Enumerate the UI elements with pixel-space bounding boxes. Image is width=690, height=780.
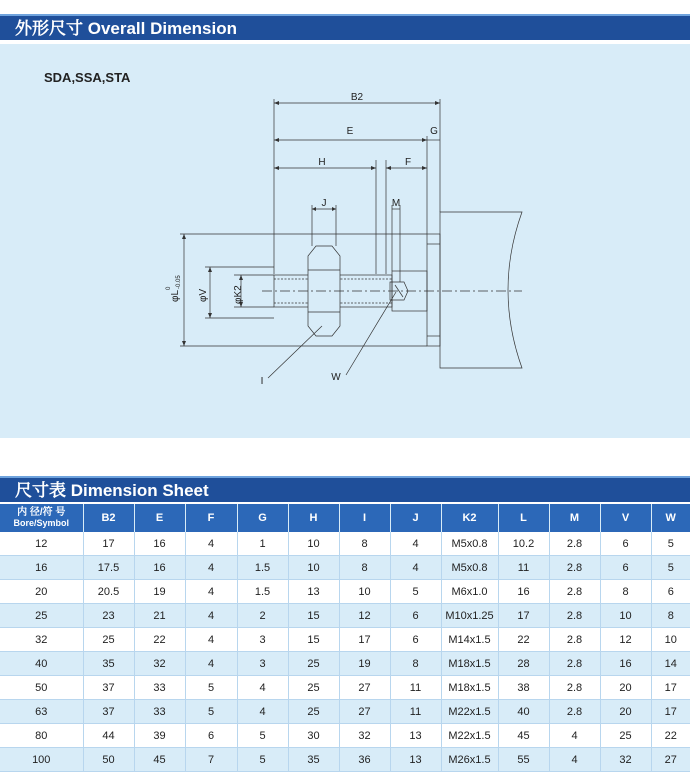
cell-k2: M10x1.25 — [441, 604, 498, 628]
cell-m: 4 — [549, 748, 600, 772]
label-phi-l-tol-lower: -0.05 — [176, 275, 182, 289]
cell-h: 30 — [288, 724, 339, 748]
cell-f: 4 — [185, 628, 237, 652]
cell-e: 45 — [134, 748, 185, 772]
cell-b2: 35 — [83, 652, 134, 676]
cell-b2: 17 — [83, 532, 134, 556]
cell-m: 2.8 — [549, 676, 600, 700]
cell-w: 17 — [651, 700, 690, 724]
label-phi-l-tol-upper: 0 — [166, 286, 172, 290]
header-i: I — [339, 504, 390, 532]
cell-h: 25 — [288, 652, 339, 676]
cell-j: 11 — [390, 700, 441, 724]
cell-l: 11 — [498, 556, 549, 580]
cell-v: 6 — [600, 556, 651, 580]
cell-j: 11 — [390, 676, 441, 700]
cell-g: 1.5 — [237, 580, 288, 604]
cell-v: 16 — [600, 652, 651, 676]
cell-w: 22 — [651, 724, 690, 748]
cell-bore: 32 — [0, 628, 83, 652]
cell-m: 2.8 — [549, 580, 600, 604]
cell-g: 4 — [237, 700, 288, 724]
table-row — [0, 724, 690, 748]
table-row — [0, 748, 690, 772]
cell-bore: 16 — [0, 556, 83, 580]
cell-h: 10 — [288, 556, 339, 580]
cell-h: 10 — [288, 532, 339, 556]
cell-g: 3 — [237, 652, 288, 676]
cell-m: 2.8 — [549, 556, 600, 580]
cell-k2: M18x1.5 — [441, 676, 498, 700]
cell-v: 20 — [600, 700, 651, 724]
cell-b2: 25 — [83, 628, 134, 652]
cell-e: 19 — [134, 580, 185, 604]
cell-b2: 20.5 — [83, 580, 134, 604]
cell-w: 17 — [651, 676, 690, 700]
cell-g: 1 — [237, 532, 288, 556]
cell-i: 19 — [339, 652, 390, 676]
cell-i: 27 — [339, 676, 390, 700]
cell-l: 40 — [498, 700, 549, 724]
header-v: V — [600, 504, 651, 532]
cell-h: 25 — [288, 676, 339, 700]
label-h: H — [318, 157, 326, 168]
cell-b2: 17.5 — [83, 556, 134, 580]
cell-bore: 63 — [0, 700, 83, 724]
cell-b2: 44 — [83, 724, 134, 748]
cell-f: 4 — [185, 604, 237, 628]
header-j: J — [390, 504, 441, 532]
header-f: F — [185, 504, 237, 532]
cell-e: 16 — [134, 556, 185, 580]
overall-dimension-header — [0, 14, 690, 40]
cell-e: 22 — [134, 628, 185, 652]
table-row — [0, 700, 690, 724]
cell-l: 28 — [498, 652, 549, 676]
cell-w: 6 — [651, 580, 690, 604]
cell-l: 38 — [498, 676, 549, 700]
cell-m: 2.8 — [549, 628, 600, 652]
cell-l: 10.2 — [498, 532, 549, 556]
cell-k2: M18x1.5 — [441, 652, 498, 676]
cell-k2: M22x1.5 — [441, 724, 498, 748]
cell-f: 7 — [185, 748, 237, 772]
cell-v: 32 — [600, 748, 651, 772]
header-h: H — [288, 504, 339, 532]
cell-bore: 25 — [0, 604, 83, 628]
cell-b2: 50 — [83, 748, 134, 772]
header-g: G — [237, 504, 288, 532]
cell-i: 32 — [339, 724, 390, 748]
cell-b2: 37 — [83, 676, 134, 700]
header-l: L — [498, 504, 549, 532]
cell-k2: M5x0.8 — [441, 556, 498, 580]
cell-w: 10 — [651, 628, 690, 652]
label-i: I — [260, 376, 264, 387]
label-j: J — [321, 198, 327, 209]
dimension-table — [0, 504, 690, 772]
cell-g: 5 — [237, 724, 288, 748]
cell-j: 4 — [390, 556, 441, 580]
cell-h: 15 — [288, 628, 339, 652]
cell-f: 6 — [185, 724, 237, 748]
cell-i: 8 — [339, 532, 390, 556]
cell-l: 22 — [498, 628, 549, 652]
cell-i: 17 — [339, 628, 390, 652]
cell-f: 4 — [185, 652, 237, 676]
cell-m: 4 — [549, 724, 600, 748]
header-m: M — [549, 504, 600, 532]
series-label: SDA,SSA,STA — [44, 70, 131, 85]
label-m: M — [391, 198, 401, 209]
cell-v: 10 — [600, 604, 651, 628]
cell-l: 45 — [498, 724, 549, 748]
cell-f: 4 — [185, 532, 237, 556]
label-f: F — [404, 157, 412, 168]
table-row — [0, 628, 690, 652]
cell-w: 27 — [651, 748, 690, 772]
cell-v: 8 — [600, 580, 651, 604]
cell-f: 5 — [185, 700, 237, 724]
table-row — [0, 532, 690, 556]
cell-m: 2.8 — [549, 604, 600, 628]
cell-j: 6 — [390, 628, 441, 652]
label-phi-l: φL — [170, 289, 181, 302]
dimension-sheet-header — [0, 476, 690, 502]
cell-g: 2 — [237, 604, 288, 628]
table-header-row — [0, 504, 690, 532]
cell-k2: M6x1.0 — [441, 580, 498, 604]
cell-i: 12 — [339, 604, 390, 628]
label-e: E — [346, 126, 354, 137]
cell-e: 32 — [134, 652, 185, 676]
cell-i: 8 — [339, 556, 390, 580]
header-w: W — [651, 504, 690, 532]
cell-f: 5 — [185, 676, 237, 700]
cell-h: 13 — [288, 580, 339, 604]
label-phi-k2: φK2 — [233, 285, 244, 304]
cell-v: 25 — [600, 724, 651, 748]
label-w: W — [331, 372, 341, 383]
cell-bore: 12 — [0, 532, 83, 556]
cell-w: 5 — [651, 556, 690, 580]
cell-f: 4 — [185, 580, 237, 604]
cell-h: 25 — [288, 700, 339, 724]
cell-f: 4 — [185, 556, 237, 580]
cell-m: 2.8 — [549, 700, 600, 724]
label-phi-v: φV — [198, 288, 209, 302]
cell-e: 16 — [134, 532, 185, 556]
table-row — [0, 652, 690, 676]
cell-w: 14 — [651, 652, 690, 676]
cell-h: 35 — [288, 748, 339, 772]
cell-bore: 50 — [0, 676, 83, 700]
cell-b2: 23 — [83, 604, 134, 628]
header-bore-symbol: 内 径/符 号 Bore/Symbol — [0, 504, 83, 532]
cell-k2: M22x1.5 — [441, 700, 498, 724]
cell-b2: 37 — [83, 700, 134, 724]
cell-l: 16 — [498, 580, 549, 604]
cell-k2: M5x0.8 — [441, 532, 498, 556]
label-b2: B2 — [350, 92, 364, 103]
cell-j: 8 — [390, 652, 441, 676]
header-b2: B2 — [83, 504, 134, 532]
table-row — [0, 556, 690, 580]
cell-bore: 40 — [0, 652, 83, 676]
cell-bore: 80 — [0, 724, 83, 748]
cell-l: 17 — [498, 604, 549, 628]
cell-k2: M26x1.5 — [441, 748, 498, 772]
cell-j: 13 — [390, 724, 441, 748]
cell-g: 1.5 — [237, 556, 288, 580]
cell-g: 5 — [237, 748, 288, 772]
label-g: G — [430, 126, 438, 137]
header-e: E — [134, 504, 185, 532]
cell-i: 10 — [339, 580, 390, 604]
cell-j: 13 — [390, 748, 441, 772]
cell-j: 5 — [390, 580, 441, 604]
cell-i: 36 — [339, 748, 390, 772]
dimension-sheet-title: 尺寸表 Dimension Sheet — [15, 481, 209, 500]
cell-v: 12 — [600, 628, 651, 652]
cell-h: 15 — [288, 604, 339, 628]
cell-v: 6 — [600, 532, 651, 556]
table-row — [0, 580, 690, 604]
cell-w: 5 — [651, 532, 690, 556]
cell-g: 4 — [237, 676, 288, 700]
cell-v: 20 — [600, 676, 651, 700]
cell-j: 4 — [390, 532, 441, 556]
header-k2: K2 — [441, 504, 498, 532]
cell-bore: 100 — [0, 748, 83, 772]
cell-e: 33 — [134, 676, 185, 700]
overall-dimension-title: 外形尺寸 Overall Dimension — [15, 19, 237, 38]
cell-w: 8 — [651, 604, 690, 628]
cell-e: 21 — [134, 604, 185, 628]
table-row — [0, 604, 690, 628]
cell-e: 39 — [134, 724, 185, 748]
table-row — [0, 676, 690, 700]
cell-k2: M14x1.5 — [441, 628, 498, 652]
cell-m: 2.8 — [549, 652, 600, 676]
cell-e: 33 — [134, 700, 185, 724]
cell-m: 2.8 — [549, 532, 600, 556]
cell-j: 6 — [390, 604, 441, 628]
cell-g: 3 — [237, 628, 288, 652]
cell-i: 27 — [339, 700, 390, 724]
cell-l: 55 — [498, 748, 549, 772]
technical-drawing — [0, 44, 690, 438]
cell-bore: 20 — [0, 580, 83, 604]
